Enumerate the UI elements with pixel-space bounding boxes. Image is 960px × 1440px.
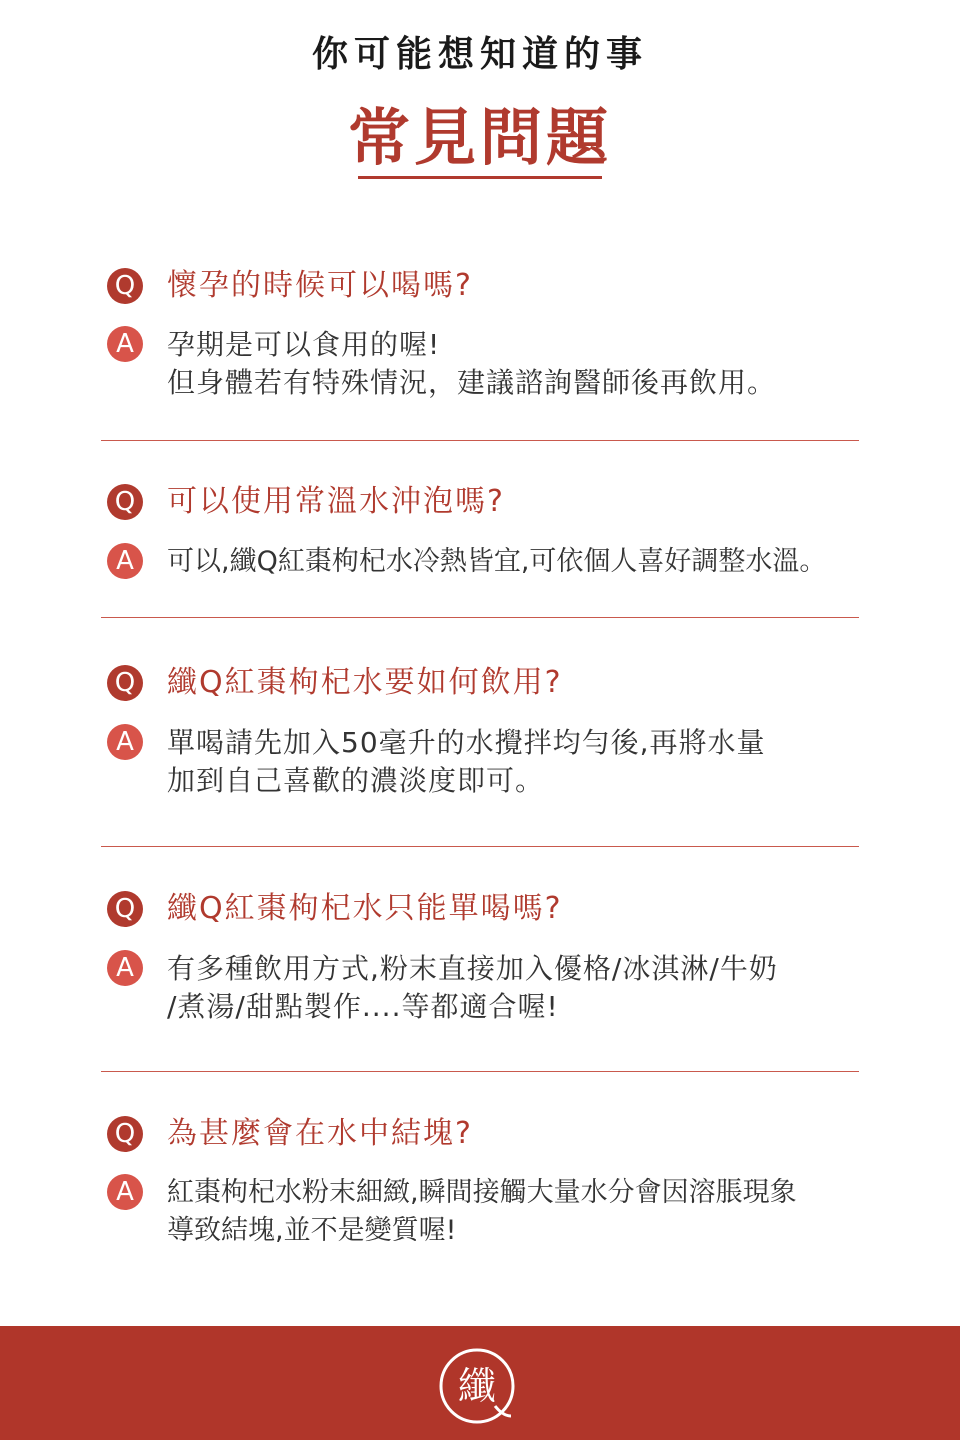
answer-line: 導致結塊,並不是變質喔!: [167, 1215, 457, 1246]
question-text: 懷孕的時候可以喝嗎?: [167, 268, 473, 303]
faq-question-1: [107, 268, 473, 304]
answer-line: 但身體若有特殊情況，建議諮詢醫師後再飲用。: [167, 366, 777, 399]
faq-answer-1: [107, 326, 776, 402]
faq-answer-4: [107, 950, 778, 1026]
answer-line: 紅棗枸杞水粉末細緻,瞬間接觸大量水分會因溶脹現象: [167, 1177, 797, 1208]
a-badge-icon: A: [107, 724, 143, 760]
brand-logo-icon: [437, 1346, 517, 1426]
answer-text: [167, 1174, 797, 1250]
faq-answer-5: [107, 1174, 797, 1250]
answer-text: [167, 950, 778, 1026]
faq-divider: [101, 1071, 859, 1072]
q-badge-icon: Q: [107, 665, 143, 701]
q-badge-icon: Q: [107, 484, 143, 520]
faq-question-5: [107, 1116, 473, 1152]
question-text: 可以使用常溫水沖泡嗎?: [167, 484, 505, 519]
a-badge-icon: A: [107, 950, 143, 986]
logo-char: 纖: [457, 1364, 497, 1408]
faq-divider: [101, 440, 859, 441]
question-text: 纖Q紅棗枸杞水只能單喝嗎?: [167, 891, 563, 926]
question-text: 為甚麼會在水中結塊?: [167, 1116, 473, 1151]
answer-line: 孕期是可以食用的喔!: [167, 328, 441, 361]
faq-answer-3: [107, 724, 766, 800]
question-text: 纖Q紅棗枸杞水要如何飲用?: [167, 665, 563, 700]
a-badge-icon: A: [107, 543, 143, 579]
q-badge-icon: Q: [107, 268, 143, 304]
answer-text: [167, 326, 776, 402]
faq-question-2: [107, 484, 505, 520]
answer-line: 加到自己喜歡的濃淡度即可。: [167, 764, 545, 797]
answer-line: /煮湯/甜點製作....等都適合喔!: [167, 990, 559, 1023]
faq-question-4: [107, 891, 563, 927]
page-subtitle: 你可能想知道的事: [311, 34, 648, 75]
q-badge-icon: Q: [107, 891, 143, 927]
faq-divider: [101, 846, 859, 847]
a-badge-icon: A: [107, 1174, 143, 1210]
q-badge-icon: Q: [107, 1116, 143, 1152]
answer-text: [167, 543, 826, 581]
faq-divider: [101, 617, 859, 618]
answer-line: 可以,纖Q紅棗枸杞水冷熱皆宜,可依個人喜好調整水溫。: [167, 546, 827, 577]
footer-bar: [0, 1326, 960, 1440]
a-badge-icon: A: [107, 326, 143, 362]
page-title: 常見問題: [347, 101, 612, 174]
answer-text: [167, 724, 766, 800]
title-underline: [358, 176, 602, 179]
answer-line: 單喝請先加入50毫升的水攪拌均勻後,再將水量: [167, 726, 766, 759]
answer-line: 有多種飲用方式,粉末直接加入優格/冰淇淋/牛奶: [167, 952, 778, 985]
faq-answer-2: [107, 543, 826, 581]
faq-question-3: [107, 665, 563, 701]
